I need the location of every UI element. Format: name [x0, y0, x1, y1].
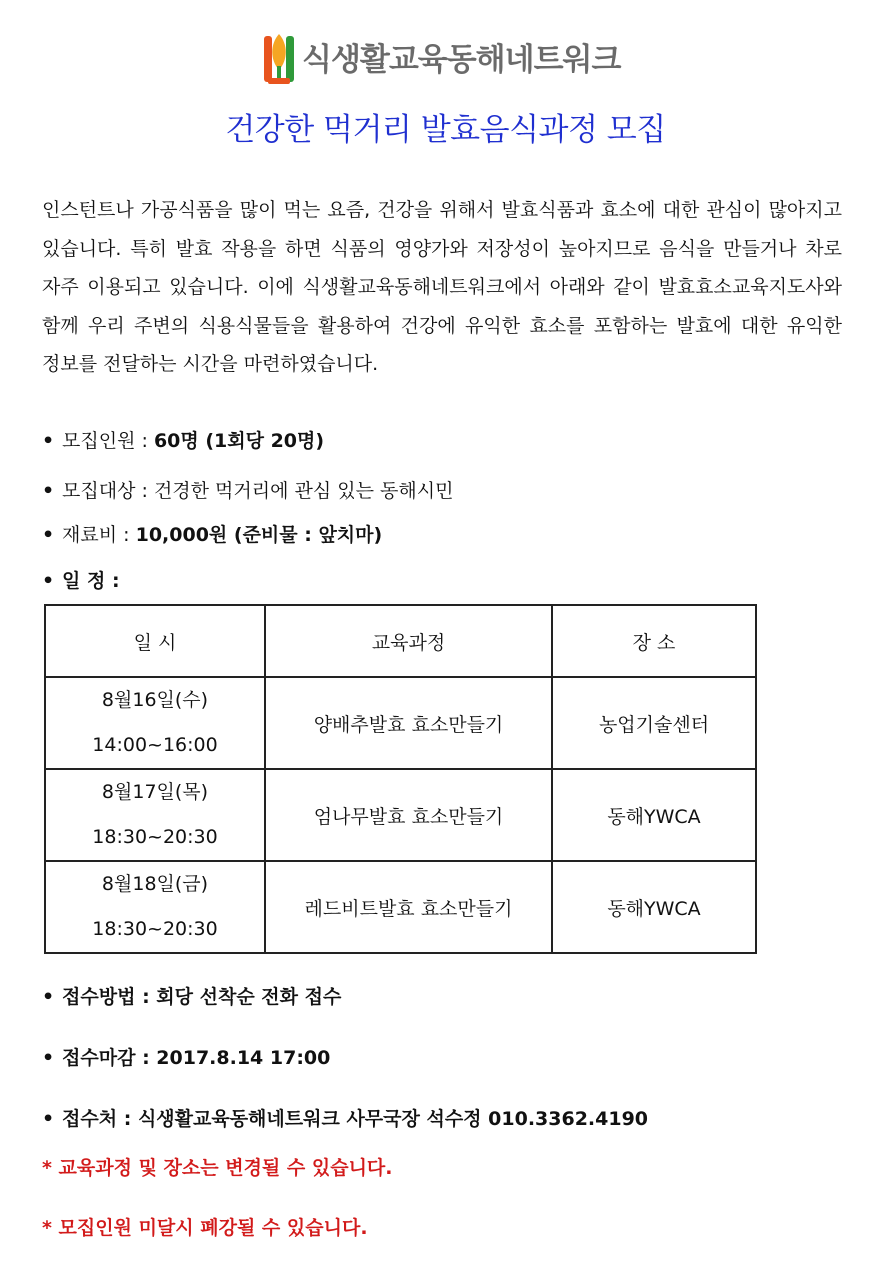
recruit-target-value: 건경한 먹거리에 관심 있는 동해시민 — [153, 480, 454, 502]
time: 18:30~20:30 — [92, 918, 218, 940]
contact-value: 식생활교육동해네트워크 사무국장 석수정 010.3362.4190 — [137, 1108, 649, 1130]
intro-paragraph: 인스턴트나 가공식품을 많이 먹는 요즘, 건강을 위해서 발효식품과 효소에 대한 관심이 많아지고 있습니다. 특히 발효 작용을 하면 식품의 영양가와 저장성이 높아지므로 음식을 만들거나 차로 자주 이용되고 있습니다. 이에 식생활교육동해네트워크에서 아래와 같이 발효효소교육지도사와 함께 우리 주변의 식용식물들을 활용하여 건강에 유익한 효소를 포함하는 발효에 대한 유익한 정보를 전달하는 시간을 마련하였습니다. — [42, 199, 842, 375]
table-header-row — [45, 605, 756, 677]
date: 8월17일(목) — [101, 781, 209, 803]
table-row — [45, 861, 756, 953]
recruit-target-label: 모집대상 : — [62, 480, 154, 502]
course-cell: 양배추발효 효소만들기 — [265, 677, 552, 769]
apply-method-value: 회당 선착순 전화 접수 — [156, 986, 342, 1008]
deadline-value: 2017.8.14 17:00 — [156, 1047, 331, 1069]
bullet: • — [42, 524, 55, 546]
fee-value: 10,000원 (준비물 : 앞치마) — [135, 524, 383, 546]
course-cell: 엄나무발효 효소만들기 — [265, 769, 552, 861]
cancellation-notice: * 모집인원 미달시 폐강될 수 있습니다. — [42, 1217, 368, 1239]
time: 14:00~16:00 — [92, 734, 218, 756]
bullet: • — [42, 1108, 55, 1130]
header-course: 교육과정 — [265, 605, 552, 677]
place-cell: 동해YWCA — [552, 769, 756, 861]
schedule-table — [44, 604, 757, 954]
recruit-count-label: 모집인원 : — [62, 430, 154, 452]
table-row — [45, 769, 756, 861]
deadline-label: 접수마감 : — [62, 1047, 157, 1069]
course-cell: 레드비트발효 효소만들기 — [265, 861, 552, 953]
contact-label: 접수처 : — [62, 1108, 138, 1130]
header-datetime: 일 시 — [45, 605, 265, 677]
bullet: • — [42, 480, 55, 502]
recruit-target-item — [42, 476, 453, 503]
bullet: • — [42, 430, 55, 452]
contact-item — [42, 1104, 648, 1131]
bullet: • — [42, 570, 55, 592]
bullet: • — [42, 986, 55, 1008]
place-cell: 농업기술센터 — [552, 677, 756, 769]
org-logo-icon — [262, 30, 296, 88]
header-place: 장 소 — [552, 605, 756, 677]
change-notice: * 교육과정 및 장소는 변경될 수 있습니다. — [42, 1157, 393, 1179]
datetime-cell — [45, 677, 265, 769]
table-row — [45, 677, 756, 769]
date: 8월18일(금) — [101, 873, 209, 895]
fee-item — [42, 520, 382, 547]
apply-method-item — [42, 982, 341, 1009]
header — [0, 26, 891, 90]
fee-label: 재료비 : — [62, 524, 136, 546]
time: 18:30~20:30 — [92, 826, 218, 848]
date: 8월16일(수) — [101, 689, 209, 711]
org-name: 식생활교육동해네트워크 — [302, 42, 621, 78]
recruit-count-value: 60명 (1회당 20명) — [153, 430, 325, 452]
datetime-cell — [45, 861, 265, 953]
page-title: 건강한 먹거리 발효음식과정 모집 — [225, 112, 666, 148]
datetime-cell — [45, 769, 265, 861]
schedule-label: 일 정 : — [62, 570, 120, 592]
apply-method-label: 접수방법 : — [62, 986, 157, 1008]
bullet: • — [42, 1047, 55, 1069]
deadline-item — [42, 1043, 330, 1070]
place-cell: 동해YWCA — [552, 861, 756, 953]
schedule-item — [42, 566, 120, 593]
recruit-count-item — [42, 426, 324, 453]
